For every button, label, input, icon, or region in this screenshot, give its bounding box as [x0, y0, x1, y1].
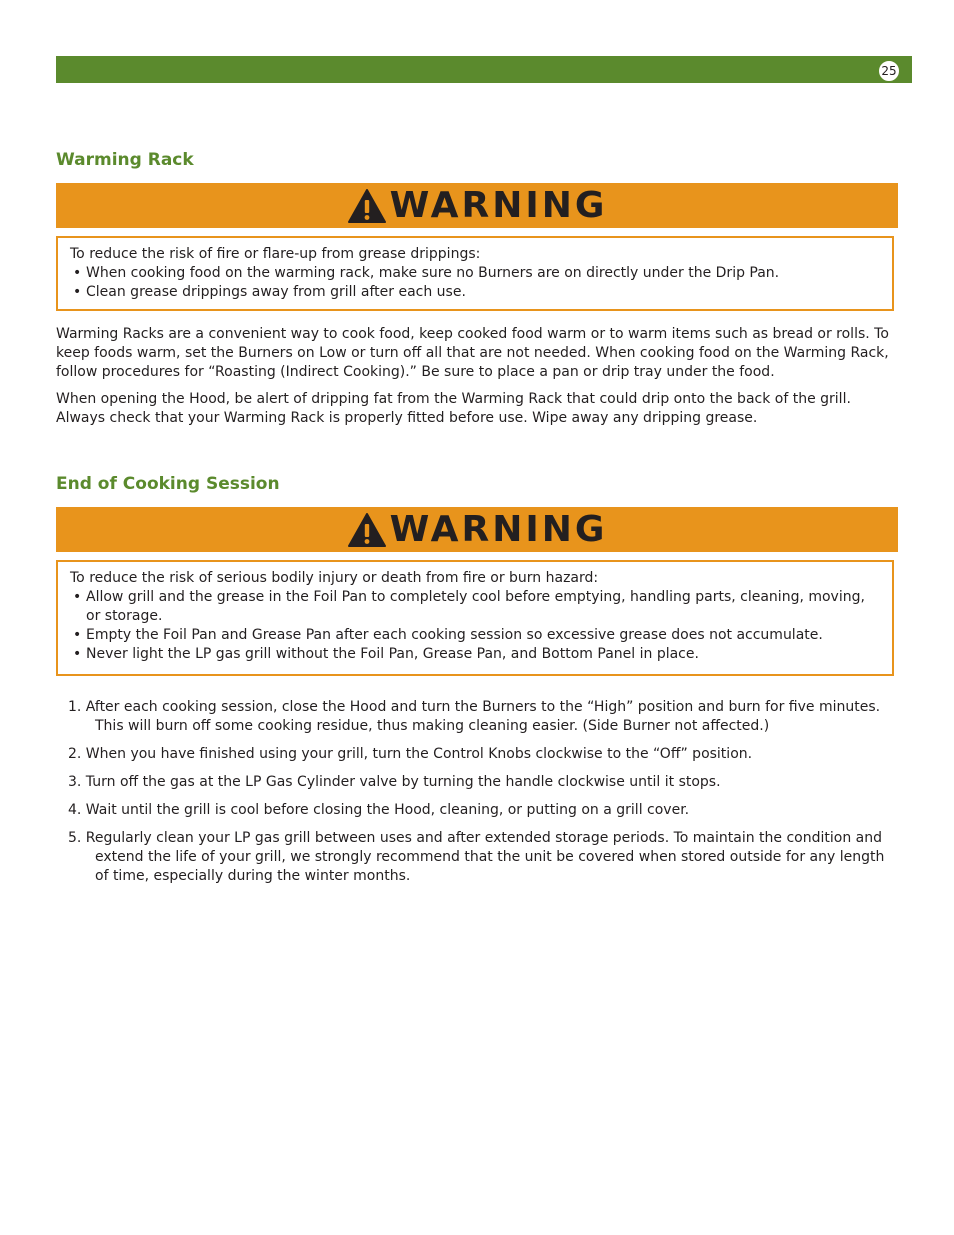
warning-bullet: • When cooking food on the warming rack, make sure no Burners are on directly under the Drip Pan.	[70, 264, 880, 283]
warning-intro: To reduce the risk of serious bodily injury or death from fire or burn hazard:	[70, 570, 599, 586]
warning-label: WARNING	[389, 184, 608, 226]
warning-bullet: • Empty the Foil Pan and Grease Pan after each cooking session so excessive grease does not accumulate.	[70, 626, 880, 645]
warning-banner	[56, 507, 898, 552]
warning-banner	[56, 183, 898, 228]
warning-bullet: • Allow grill and the grease in the Foil Pan to completely cool before emptying, handling parts, cleaning, moving, or storage.	[70, 588, 880, 626]
warning-label: WARNING	[389, 508, 608, 550]
steps-list	[68, 698, 886, 895]
section-heading-warming-rack: Warming Rack	[56, 150, 194, 170]
warning-bullet: • Never light the LP gas grill without the Foil Pan, Grease Pan, and Bottom Panel in place.	[70, 645, 880, 664]
step-item: 1. After each cooking session, close the Hood and turn the Burners to the “High” position and burn for five minutes. This will burn off some cooking residue, thus making cleaning easier. (Side Burner not affected.)	[68, 699, 881, 734]
warning-box	[56, 560, 894, 676]
step-item: 3. Turn off the gas at the LP Gas Cylinder valve by turning the handle clockwise until it stops.	[68, 774, 721, 790]
section-heading-end-of-cooking-session: End of Cooking Session	[56, 474, 280, 494]
header-bar	[56, 56, 912, 83]
step-item: 4. Wait until the grill is cool before closing the Hood, cleaning, or putting on a grill cover.	[68, 802, 690, 818]
page-number: 25	[878, 60, 900, 82]
warning-bullet-list	[70, 264, 880, 302]
step-item: 2. When you have finished using your grill, turn the Control Knobs clockwise to the “Off” position.	[68, 746, 753, 762]
warning-intro: To reduce the risk of fire or flare-up from grease drippings:	[70, 246, 481, 262]
warning-bullet: • Clean grease drippings away from grill after each use.	[70, 283, 880, 302]
warning-bullet-list	[70, 588, 880, 664]
warning-triangle-icon	[347, 512, 387, 548]
step-item: 5. Regularly clean your LP gas grill between uses and after extended storage periods. To maintain the condition and extend the life of your grill, we strongly recommend that the unit be covered when stored outside for any length of time, especially during the winter months.	[68, 830, 885, 884]
warning-box	[56, 236, 894, 311]
body-paragraph: When opening the Hood, be alert of dripping fat from the Warming Rack that could drip onto the back of the grill. Always check that your Warming Rack is properly fitted before use. Wipe away any dripping grease.	[56, 391, 851, 426]
body-paragraph: Warming Racks are a convenient way to cook food, keep cooked food warm or to warm items such as bread or rolls. To keep foods warm, set the Burners on Low or turn off all that are not needed. When cooking food on the Warming Rack, follow procedures for “Roasting (Indirect Cooking).” Be sure to place a pan or drip tray under the food.	[56, 326, 889, 380]
warning-triangle-icon	[347, 188, 387, 224]
